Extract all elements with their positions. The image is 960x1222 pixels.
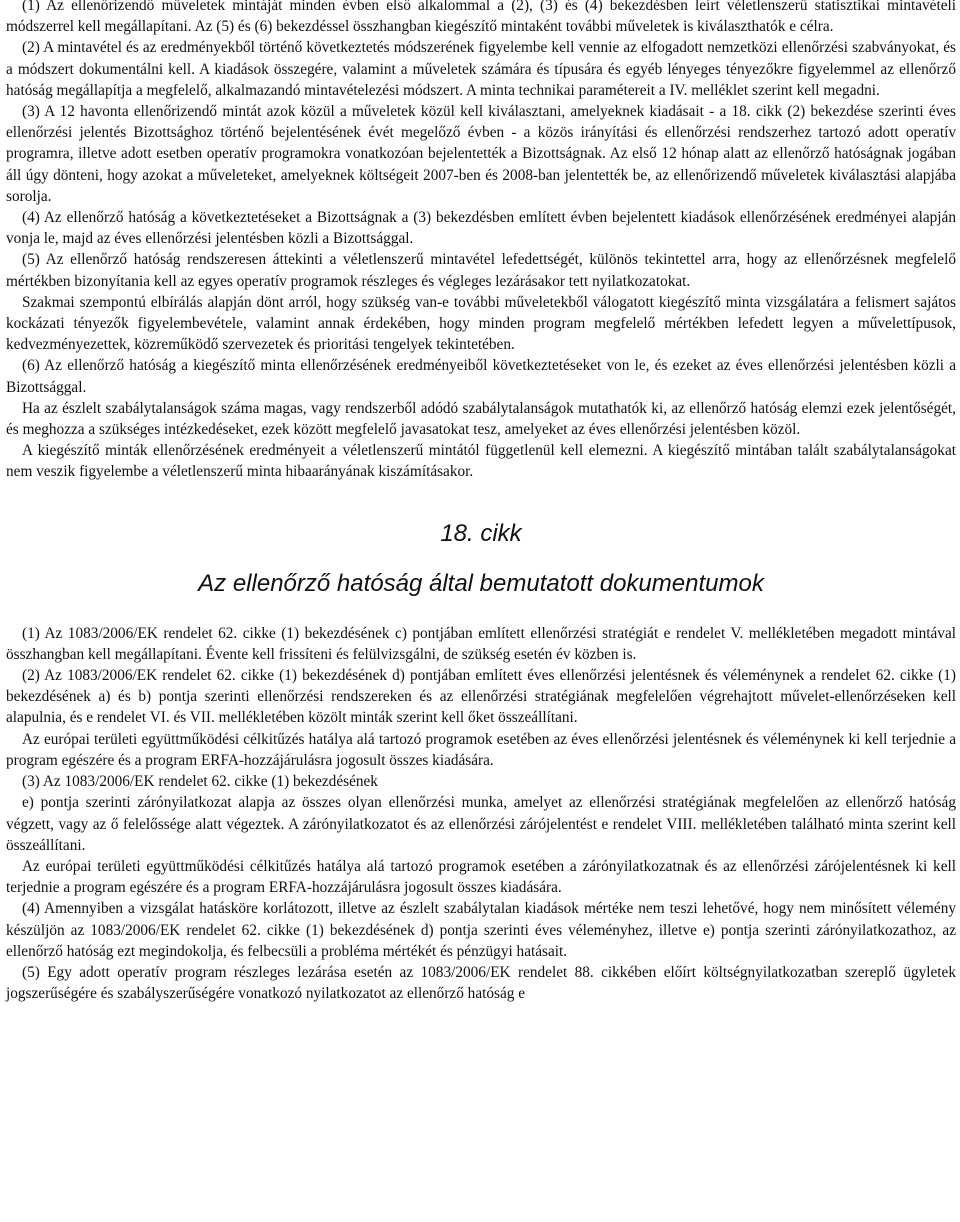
paragraph: Ha az észlelt szabálytalanságok száma magas, vagy rendszerből adódó szabálytalanságok mutathatók ki, az ellenőrző hatóság elemzi ezek jelentőségét, és meghozza a szükséges intézkedéseket, ezek között megfelelő javasatokat tesz, amelyeket az éves ellenőrzési jelentésben közöl.	[6, 399, 956, 439]
paragraph: (2) A mintavétel és az eredményekből történő következtetés módszerének figyelembe kell vennie az elfogadott nemzetközi ellenőrzési szabványokat, és a módszert dokumentálni kell. A kiadások összegére, valamint a műveletek számára és típusára és egyéb lényeges tényezőkre figyelemmel az ellenőrző hatóság megállapítja a megfelelő, alkalmazandó mintavételezési módszert. A minta technikai paramétereit a IV. melléklet szerint kell megadni.	[6, 39, 956, 99]
document-page	[6, 0, 956, 1004]
paragraph: (5) Az ellenőrző hatóság rendszeresen áttekinti a véletlenszerű mintavétel lefedettségét, különös tekintettel arra, hogy az ellenőrzésnek megfelelő mértékben bizonyítania kell az egyes operatív programok részleges és végleges lezárásakor tett nyilatkozatokat.	[6, 251, 956, 290]
paragraph: (4) Az ellenőrző hatóság a következtetéseket a Bizottságnak a (3) bekezdésben említett évben bejelentett kiadások ellenőrzésének eredményei alapján vonja le, majd az éves ellenőrzési jelentésben közli a Bizottsággal.	[6, 209, 956, 248]
paragraph: Az európai területi együttműködési célkitűzés hatálya alá tartozó programok esetében a zárónyilatkozatnak és az ellenőrzési zárójelentésnek ki kell terjednie a program egészére és a program ERFA-hozzájárulásra jogosult összes kiadására.	[6, 857, 956, 897]
section-bottom	[6, 623, 956, 1005]
paragraph: e) pontja szerinti zárónyilatkozat alapja az összes olyan ellenőrzési munka, amelyet az ellenőrzési stratégiának megfelelően az ellenőrző hatóság végzett, vagy az ő felelőssége alatt végeztek. A zárónyilatkozatot és az ellenőrzési zárójelentést e rendelet VIII. mellékletében található minta szerint kell összeállítani.	[6, 794, 956, 854]
paragraph: (6) Az ellenőrző hatóság a kiegészítő minta ellenőrzésének eredményeiből következtetéseket von le, és ezeket az éves ellenőrzési jelentésben közli a Bizottsággal.	[6, 357, 956, 396]
paragraph: (1) Az 1083/2006/EK rendelet 62. cikke (1) bekezdésének c) pontjában említett ellenőrzési stratégiát e rendelet V. mellékletében megadott mintával összhangban kell megállapítani. Évente kell frissíteni és felülvizsgálni, de szükség esetén év közben is.	[6, 624, 956, 663]
paragraph: (1) Az ellenőrizendő műveletek mintáját minden évben első alkalommal a (2), (3) és (4) bekezdésben leírt véletlenszerű statisztikai mintavételi módszerrel kell megállapítani. Az (5) és (6) bekezdéssel összhangban kiegészítő mintaként további műveletek is kiválaszthatók e célra.	[6, 0, 956, 36]
article-number: 18. cikk	[440, 519, 522, 547]
paragraph: (2) Az 1083/2006/EK rendelet 62. cikke (1) bekezdésének d) pontjában említett éves ellenőrzési jelentésnek és véleménynek a rendelet 62. cikke (1) bekezdésének a) és b) pontja szerinti ellenőrzési rendszereken és az ellenőrzési stratégiának megfelelően végrehajtott művelet-ellenőrzéseken kell alapulnia, és e rendelet VI. és VII. mellékletében közölt minták szerint kell őket összeállítani.	[6, 667, 956, 727]
paragraph: Az európai területi együttműködési célkitűzés hatálya alá tartozó programok esetében az éves ellenőrzési jelentésnek és véleménynek ki kell terjednie a program egészére és a program ERFA-hozzájárulásra jogosult összes kiadására.	[6, 730, 956, 769]
paragraph: (4) Amennyiben a vizsgálat hatásköre korlátozott, illetve az észlelt szabálytalan kiadások mértéke nem teszi lehetővé, hogy nem minősített vélemény készüljön az 1083/2006/EK rendelet 62. cikke (1) bekezdésének d) pontja szerinti éves véleményhez, illetve e) pontja szerinti zárónyilatkozathoz, az ellenőrző hatóság ezt megindokolja, és felbecsüli a probléma mértékét és pénzügyi hatásait.	[6, 900, 956, 960]
paragraph: (3) Az 1083/2006/EK rendelet 62. cikke (1) bekezdésének	[22, 773, 378, 791]
paragraph: A kiegészítő minták ellenőrzésének eredményeit a véletlenszerű mintától függetlenül kell elemezni. A kiegészítő mintában talált szabálytalanságokat nem veszik figyelembe a véletlenszerű minta hibaarányának kiszámításakor.	[6, 442, 956, 481]
paragraph: (5) Egy adott operatív program részleges lezárása esetén az 1083/2006/EK rendelet 88. cikkében előírt költségnyilatkozatban szereplő ügyletek jogszerűségére és szabályszerűségére vonatkozó nyilatkozatot az ellenőrző hatóság e	[6, 963, 956, 1003]
section-top	[6, 0, 956, 483]
article-title: Az ellenőrző hatóság által bemutatott dokumentumok	[198, 569, 764, 597]
paragraph: (3) A 12 havonta ellenőrizendő mintát azok közül a műveletek közül kell kiválasztani, amelyeknek kiadásait - a 18. cikk (2) bekezdése szerinti éves ellenőrzési jelentés Bizottsághoz történő bejelentésének évét megelőző évben - a közös irányítási és ellenőrzési rendszerhez tartozó adott operatív programra, illetve adott esetben operatív programokra vonatkozóan bejelentették a Bizottságnak. Az első 12 hónap alatt az ellenőrző hatóságnak jogában áll úgy dönteni, hogy azokat a műveleteket, amelyeknek költségeit 2007-ben és 2008-ban jelentették be, az ellenőrizendő műveletek kiválasztási alapjába sorolja.	[6, 103, 956, 205]
paragraph: Szakmai szempontú elbírálás alapján dönt arról, hogy szükség van-e további műveletekből válogatott kiegészítő minta vizsgálatára a felismert sajátos kockázati tényezők figyelembevétele, valamint annak érdekében, hogy minden program megfelelő mértékben lefedett legyen a művelettípusok, kedvezményezettek, közreműködő szervezetek és prioritási tengelyek tekintetében.	[6, 293, 956, 354]
